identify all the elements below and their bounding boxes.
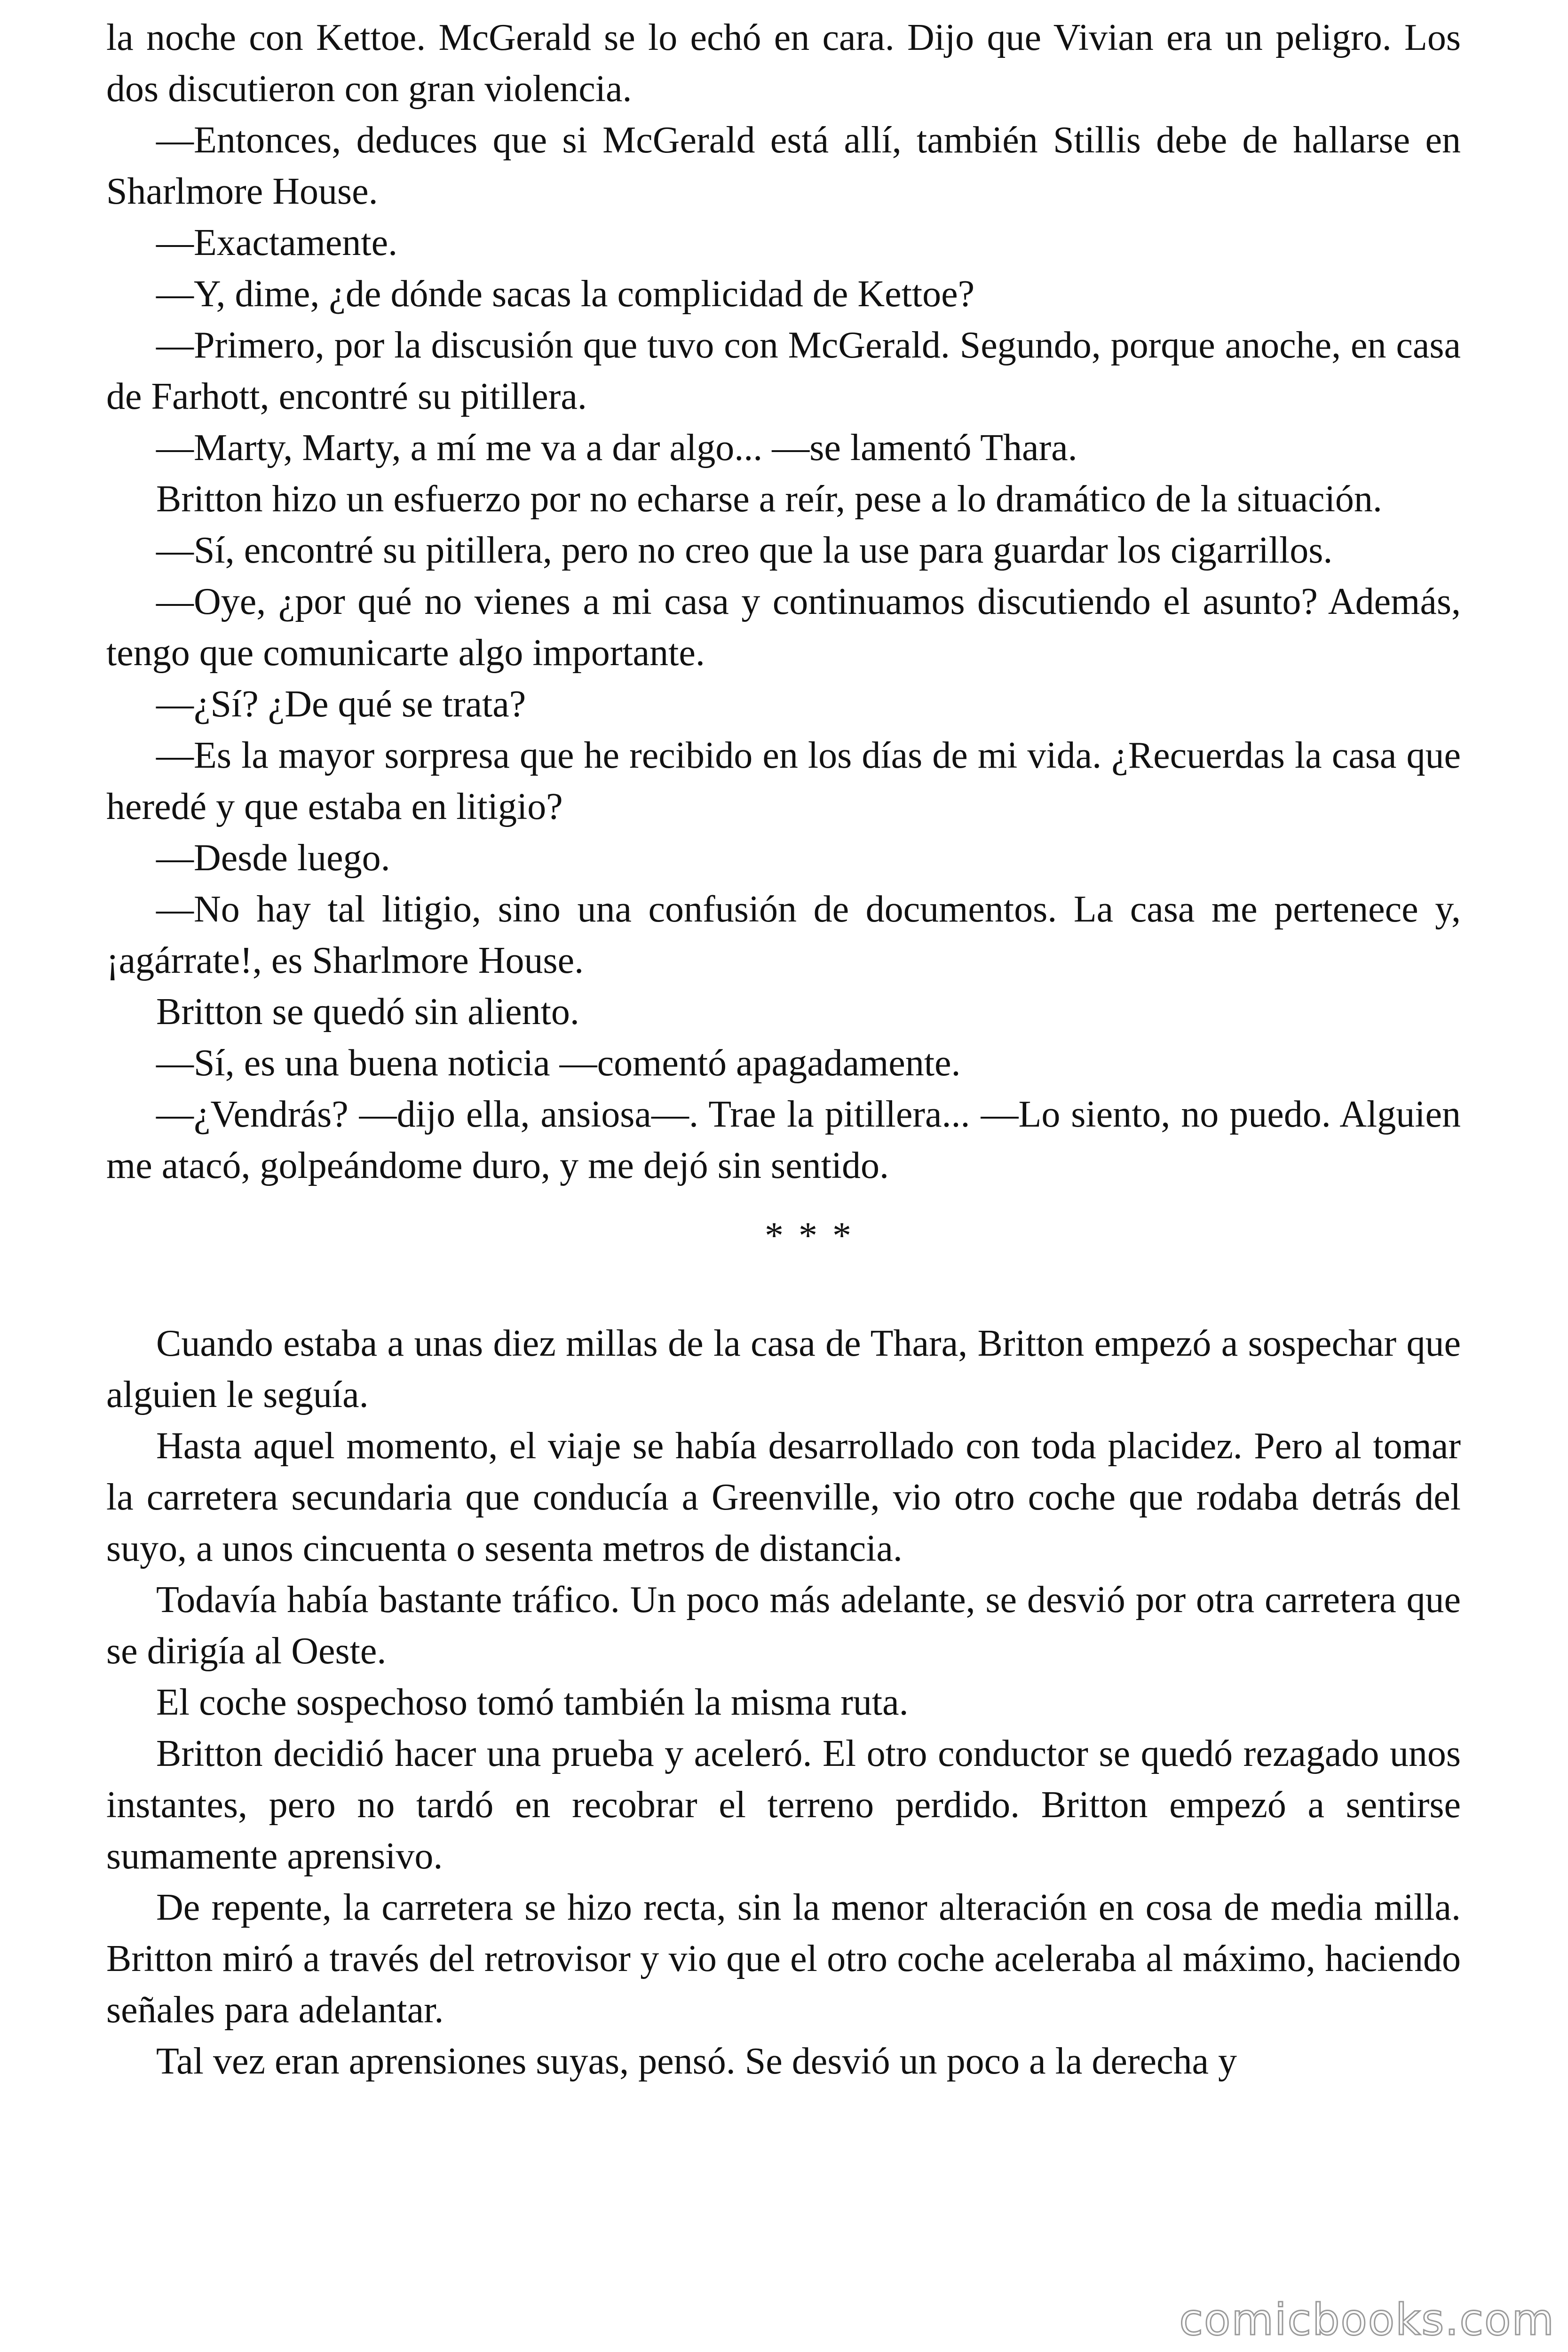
paragraph: —Exactamente. xyxy=(156,222,398,263)
paragraph: Britton se quedó sin aliento. xyxy=(156,991,579,1033)
paragraph: De repente, la carretera se hizo recta, sin la menor alteración en cosa de media milla. Britton miró a través del retrovisor y vio que el otro coche aceleraba al máximo, haciendo señales para adelantar. xyxy=(106,1887,1461,2031)
text-block-top xyxy=(106,12,1461,1192)
paragraph: —Y, dime, ¿de dónde sacas la complicidad de Kettoe? xyxy=(156,273,975,315)
paragraph: Tal vez eran aprensiones suyas, pensó. Se desvió un poco a la derecha y xyxy=(156,2041,1237,2082)
paragraph: —Primero, por la discusión que tuvo con McGerald. Segundo, porque anoche, en casa de Farhott, encontré su pitillera. xyxy=(106,325,1461,417)
paragraph: —Marty, Marty, a mí me va a dar algo... —se lamentó Thara. xyxy=(156,427,1077,469)
section-separator: * * * xyxy=(765,1215,854,1256)
paragraph: la noche con Kettoe. McGerald se lo echó en cara. Dijo que Vivian era un peligro. Los dos discutieron con gran violencia. xyxy=(106,17,1461,110)
paragraph: Hasta aquel momento, el viaje se había desarrollado con toda placidez. Pero al tomar la carretera secundaria que conducía a Greenville, vio otro coche que rodaba detrás del suyo, a unos cincuenta o sesenta metros de distancia. xyxy=(106,1425,1461,1569)
paragraph: —Es la mayor sorpresa que he recibido en los días de mi vida. ¿Recuerdas la casa que heredé y que estaba en litigio? xyxy=(106,735,1461,827)
paragraph: —Sí, es una buena noticia —comentó apagadamente. xyxy=(156,1042,961,1084)
text-block-bottom xyxy=(106,1318,1461,2087)
paragraph: —Oye, ¿por qué no vienes a mi casa y continuamos discutiendo el asunto? Además, tengo que comunicarte algo importante. xyxy=(106,581,1461,674)
paragraph: Britton hizo un esfuerzo por no echarse a reír, pese a lo dramático de la situación. xyxy=(156,478,1382,520)
paragraph: —Sí, encontré su pitillera, pero no creo que la use para guardar los cigarrillos. xyxy=(156,530,1333,571)
paragraph: Todavía había bastante tráfico. Un poco más adelante, se desvió por otra carretera que se dirigía al Oeste. xyxy=(106,1579,1461,1672)
paragraph: Cuando estaba a unas diez millas de la casa de Thara, Britton empezó a sospechar que alguien le seguía. xyxy=(106,1323,1461,1415)
paragraph: —¿Sí? ¿De qué se trata? xyxy=(156,683,526,725)
body-text xyxy=(106,12,1461,2087)
paragraph: —No hay tal litigio, sino una confusión de documentos. La casa me pertenece y, ¡agárrate!, es Sharlmore House. xyxy=(106,889,1461,981)
paragraph: El coche sospechoso tomó también la misma ruta. xyxy=(156,1682,909,1723)
paragraph: —Entonces, deduces que si McGerald está allí, también Stillis debe de hallarse en Sharlmore House. xyxy=(106,119,1461,212)
watermark: comicbooks.com xyxy=(1179,2295,1555,2345)
paragraph: Britton decidió hacer una prueba y aceleró. El otro conductor se quedó rezagado unos instantes, pero no tardó en recobrar el terreno perdido. Britton empezó a sentirse sumamente aprensivo. xyxy=(106,1733,1461,1877)
paragraph: —Desde luego. xyxy=(156,837,390,879)
paragraph: —¿Vendrás? —dijo ella, ansiosa—. Trae la pitillera... —Lo siento, no puedo. Alguien me atacó, golpeándome duro, y me dejó sin sentido. xyxy=(106,1094,1461,1186)
